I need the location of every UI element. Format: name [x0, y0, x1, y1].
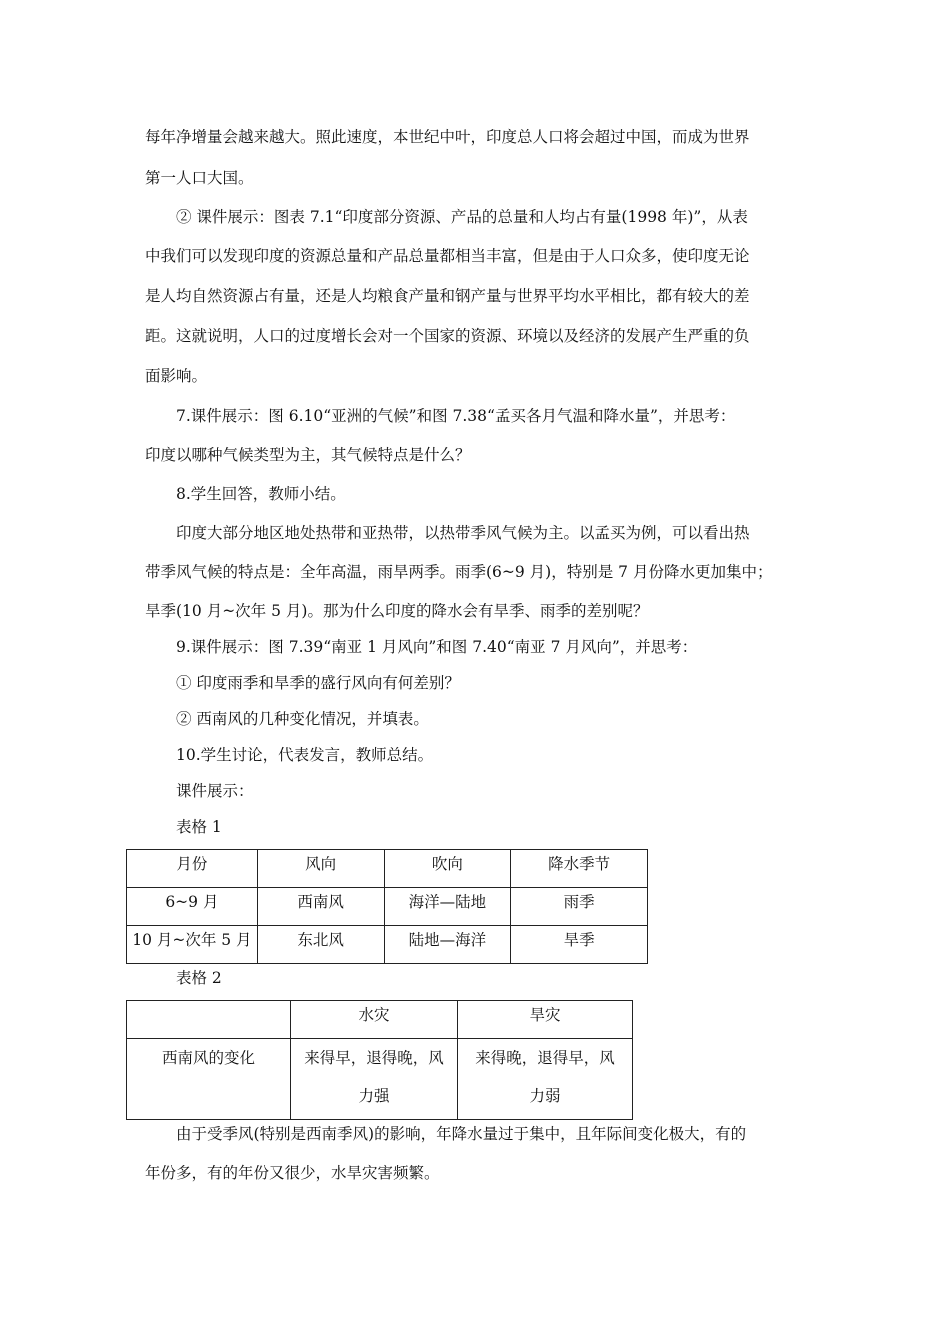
paragraph-line: ① 印度雨季和旱季的盛行风向有何差别？: [176, 674, 460, 692]
table-cell: 雨季: [511, 888, 648, 926]
paragraph-line: 旱季(10 月~次年 5 月)。那为什么印度的降水会有旱季、雨季的差别呢？: [145, 602, 649, 620]
paragraph-line: 第一人口大国。: [145, 169, 254, 187]
table-row: [127, 926, 648, 964]
flood-description: 来得早，退得晚，风力强: [304, 1049, 444, 1105]
table-header-cell: 旱灾: [458, 1001, 633, 1039]
table-cell: 陆地—海洋: [384, 926, 511, 964]
paragraph-line: 印度以哪种气候类型为主，其气候特点是什么？: [145, 446, 471, 464]
table-cell: [291, 1039, 458, 1120]
table-caption: 表格 1: [176, 818, 222, 836]
table-cell: 西南风的变化: [127, 1039, 291, 1120]
paragraph-line: 面影响。: [145, 367, 208, 385]
paragraph-line: 7.课件展示：图 6.10“亚洲的气候”和图 7.38“孟买各月气温和降水量”，并思考：: [176, 407, 736, 425]
table-header-cell: 吹向: [384, 850, 511, 888]
table-header-cell: 水灾: [291, 1001, 458, 1039]
paragraph-line: 10.学生讨论，代表发言，教师总结。: [176, 746, 434, 764]
paragraph-line: 带季风气候的特点是：全年高温，雨旱两季。雨季(6~9 月)，特别是 7 月份降水更加集中；: [145, 563, 773, 581]
paragraph-line: 每年净增量会越来越大。照此速度，本世纪中叶，印度总人口将会超过中国，而成为世界: [145, 128, 750, 146]
table-header-cell: 风向: [257, 850, 384, 888]
wind-season-table: [126, 849, 648, 964]
paragraph-line: ② 课件展示：图表 7.1“印度部分资源、产品的总量和人均占有量(1998 年)”，从表: [176, 208, 748, 226]
table-cell: 海洋—陆地: [384, 888, 511, 926]
table-cell: 10 月~次年 5 月: [127, 926, 258, 964]
table-row: [127, 888, 648, 926]
table-header-cell: [127, 1001, 291, 1039]
paragraph-line: 8.学生回答，教师小结。: [176, 485, 346, 503]
table-cell: 东北风: [257, 926, 384, 964]
paragraph-line: 中我们可以发现印度的资源总量和产品总量都相当丰富，但是由于人口众多，使印度无论: [145, 247, 750, 265]
table-header-row: [127, 1001, 633, 1039]
table-header-cell: 月份: [127, 850, 258, 888]
paragraph-line: 距。这就说明，人口的过度增长会对一个国家的资源、环境以及经济的发展产生严重的负: [145, 327, 750, 345]
paragraph-line: 课件展示：: [176, 782, 254, 800]
paragraph-line: 年份多，有的年份又很少，水旱灾害频繁。: [145, 1164, 440, 1182]
southwest-wind-table: [126, 1000, 633, 1120]
paragraph-line: 由于受季风(特别是西南季风)的影响，年降水量过于集中，且年际间变化极大，有的: [176, 1125, 747, 1143]
table-cell: 旱季: [511, 926, 648, 964]
table-cell: 西南风: [257, 888, 384, 926]
table-caption: 表格 2: [176, 969, 222, 987]
drought-description: 来得晚，退得早，风力弱: [475, 1049, 615, 1105]
table-header-row: [127, 850, 648, 888]
table-row: [127, 1039, 633, 1120]
paragraph-line: 是人均自然资源占有量，还是人均粮食产量和钢产量与世界平均水平相比，都有较大的差: [145, 287, 750, 305]
table-header-cell: 降水季节: [511, 850, 648, 888]
table-cell: [458, 1039, 633, 1120]
paragraph-line: ② 西南风的几种变化情况，并填表。: [176, 710, 429, 728]
paragraph-line: 印度大部分地区地处热带和亚热带，以热带季风气候为主。以孟买为例，可以看出热: [176, 524, 750, 542]
table-cell: 6~9 月: [127, 888, 258, 926]
paragraph-line: 9.课件展示：图 7.39“南亚 1 月风向”和图 7.40“南亚 7 月风向”，并思考：: [176, 638, 698, 656]
